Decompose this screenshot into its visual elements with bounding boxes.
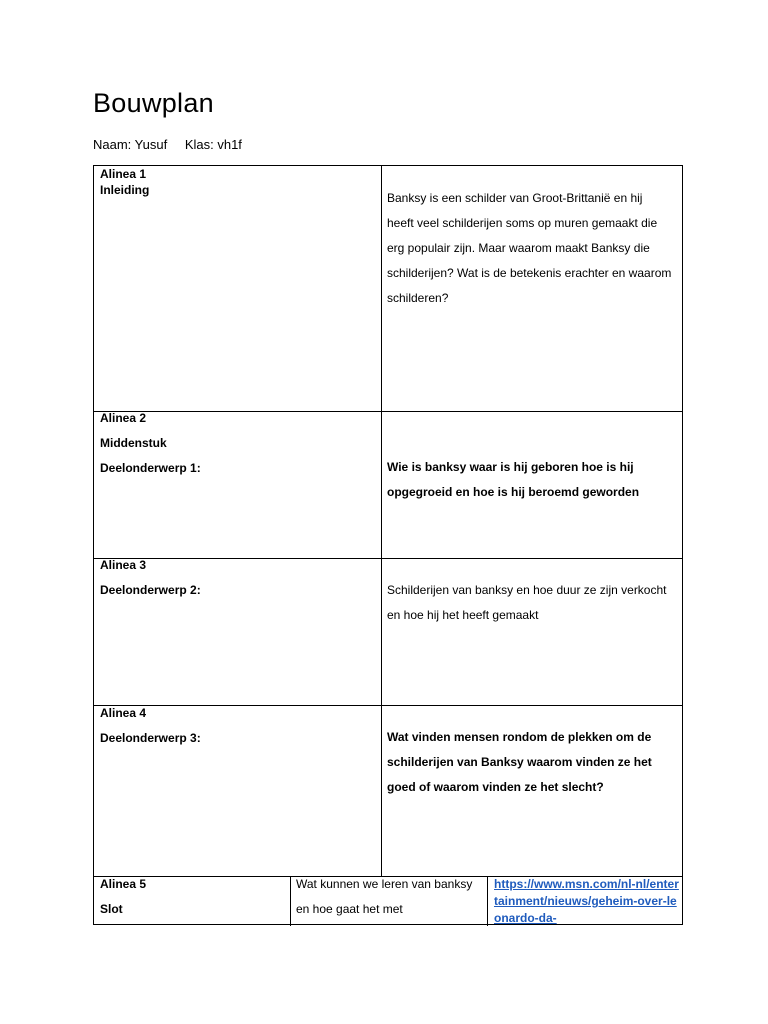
row-5-paragraph: Alinea 5 (100, 877, 147, 891)
row-3-content: Schilderijen van banksy en hoe duur ze zijn verkocht en hoe hij het heeft gemaakt (387, 583, 667, 622)
row-4-subtopic: Deelonderwerp 3: (100, 731, 201, 745)
row-1-label (100, 166, 380, 198)
student-name: Naam: Yusuf (93, 137, 168, 152)
row-2-section: Middenstuk (100, 436, 167, 450)
row-4-content: Wat vinden mensen rondom de plekken om de schilderijen van Banksy waarom vinden ze het goed of waarom vinden ze het slecht? (387, 730, 652, 794)
student-info (93, 137, 242, 152)
row-4-paragraph: Alinea 4 (100, 706, 147, 720)
page-title: Bouwplan (93, 88, 214, 118)
row-3-subtopic: Deelonderwerp 2: (100, 583, 201, 597)
row-5-source-cell (494, 876, 679, 925)
source-link[interactable]: https://www.msn.com/nl-nl/entertainment/nieuws/geheim-over-leonardo-da- (494, 877, 679, 925)
row-5-section: Slot (100, 902, 123, 916)
row-2-label (100, 406, 380, 481)
row-1-section: Inleiding (100, 183, 150, 197)
row-5-content: Wat kunnen we leren van banksy en hoe gaat het met (296, 877, 473, 916)
row-4-label (100, 701, 380, 751)
student-class: Klas: vh1f (184, 137, 242, 152)
row-1-paragraph: Alinea 1 (100, 167, 147, 181)
row-3-label (100, 553, 380, 603)
row-2-content: Wie is banksy waar is hij geboren hoe is hij opgegroeid en hoe is hij beroemd geworden (387, 460, 640, 499)
row-2-subtopic: Deelonderwerp 1: (100, 461, 201, 475)
row-3-paragraph: Alinea 3 (100, 558, 147, 572)
outline-table (93, 165, 683, 925)
row-2-paragraph: Alinea 2 (100, 411, 147, 425)
row-5-label (100, 872, 285, 922)
row-1-content: Banksy is een schilder van Groot-Brittanië en hij heeft veel schilderijen soms op muren gemaakt die erg populair zijn. Maar waarom maakt Banksy die schilderijen? Wat is de betekenis erachter en waarom schilderen? (387, 191, 672, 305)
